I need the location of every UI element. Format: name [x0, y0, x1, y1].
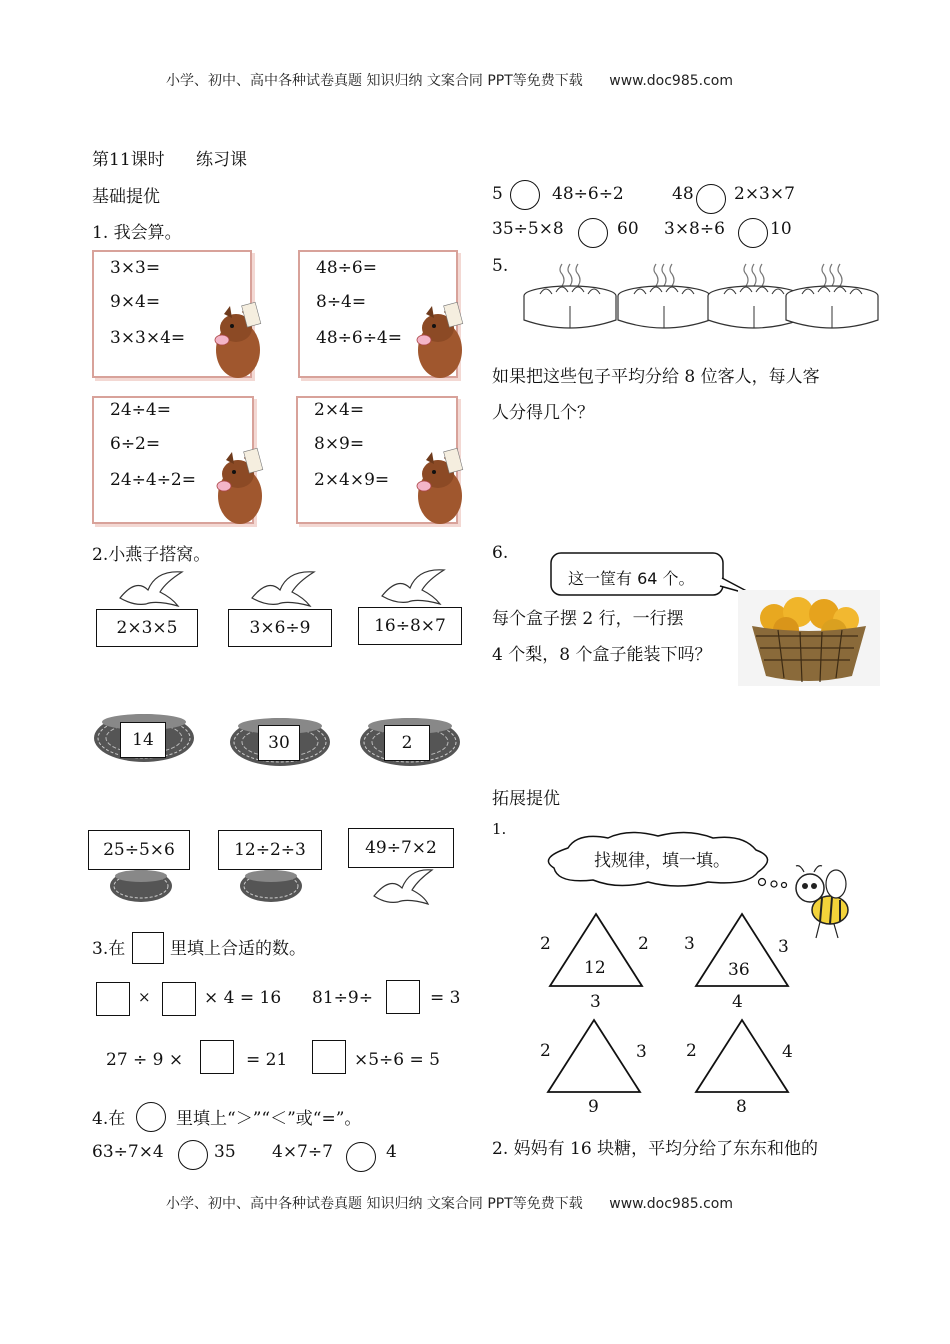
q3-op: × [138, 988, 151, 1006]
steamer-icon [524, 264, 616, 328]
triangle-3 [546, 1018, 642, 1094]
pear-basket-icon [738, 590, 880, 686]
compare-circle[interactable] [578, 218, 608, 248]
q4-r1d: 4 [386, 1142, 397, 1162]
steamer-icons [522, 262, 882, 334]
q3-row1-rest: × 4 = 16 [204, 988, 282, 1008]
tri-right: 4 [782, 1042, 793, 1062]
q3-title-a: 3.在 [92, 939, 126, 959]
pig-icon [212, 446, 268, 526]
tri-center: 36 [728, 960, 750, 980]
q3-row2-a: 27 ÷ 9 × [106, 1050, 184, 1070]
expr-box: 12÷2÷3 [218, 830, 322, 870]
q4-r3b: 60 [617, 219, 639, 239]
compare-circle[interactable] [178, 1140, 208, 1170]
tri-bottom: 9 [588, 1097, 599, 1117]
q4-r2d: 2×3×7 [734, 184, 795, 204]
expr-box: 49÷7×2 [348, 828, 454, 868]
q4-title-b: 里填上“＞”“＜”或“=”。 [176, 1109, 362, 1129]
section-extend: 拓展提优 [492, 789, 560, 809]
board-line: 2×4= [314, 400, 365, 420]
q5-text1: 如果把这些包子平均分给 8 位客人，每人客 [492, 367, 820, 387]
compare-circle[interactable] [738, 218, 768, 248]
q4-r2c: 48 [672, 184, 694, 204]
q3-row2-b: = 21 [246, 1050, 288, 1070]
footer-text: 小学、初中、高中各种试卷真题 知识归纳 文案合同 PPT等免费下载 [166, 1196, 583, 1212]
compare-circle[interactable] [696, 184, 726, 214]
answer-box[interactable] [162, 982, 196, 1016]
q1-title: 1. 我会算。 [92, 223, 182, 243]
q4-r3d: 10 [770, 219, 792, 239]
expr-box: 25÷5×6 [88, 830, 190, 870]
q6-bubble: 这一筐有 64 个。 [568, 569, 695, 588]
swallow-icon [378, 566, 448, 608]
bee-icon [790, 862, 856, 942]
answer-circle-icon [136, 1102, 166, 1132]
q3-row1-c: 81÷9÷ [312, 988, 373, 1008]
steamer-icon [786, 264, 878, 328]
answer-box[interactable] [200, 1040, 234, 1074]
expr-box: 3×6÷9 [228, 609, 332, 647]
ext1-cloud: 找规律，填一填。 [594, 851, 730, 871]
tri-bottom: 3 [590, 992, 601, 1012]
tri-right: 2 [638, 934, 649, 954]
board-line: 24÷4÷2= [110, 470, 196, 490]
board-line: 3×3×4= [110, 328, 186, 348]
swallow-icon [116, 568, 186, 610]
board-line: 48÷6= [316, 258, 377, 278]
footer-site: www.doc985.com [609, 1196, 733, 1212]
q3-row2-c: ×5÷6 = 5 [354, 1050, 440, 1070]
board-line: 8×9= [314, 434, 365, 454]
q6-text1: 每个盒子摆 2 行，一行摆 [492, 609, 684, 629]
nest-icon [238, 868, 304, 904]
answer-box[interactable] [312, 1040, 346, 1074]
page-footer [166, 1193, 733, 1213]
q4-r2b: 48÷6÷2 [552, 184, 624, 204]
section-basic: 基础提优 [92, 187, 160, 207]
pig-icon [210, 300, 266, 380]
lesson-number: 第11课时 [92, 150, 165, 170]
pig-icon [412, 446, 468, 526]
board-line: 48÷6÷4= [316, 328, 402, 348]
header-site: www.doc985.com [609, 73, 733, 89]
steamer-icon [618, 264, 710, 328]
expr-box: 2×3×5 [96, 609, 198, 647]
q4-r2a: 5 [492, 184, 503, 204]
board-line: 3×3= [110, 258, 161, 278]
tri-left: 2 [540, 1041, 551, 1061]
swallow-icon [248, 568, 318, 610]
tri-left: 2 [686, 1041, 697, 1061]
q6-text2: 4 个梨，8 个盒子能装下吗？ [492, 645, 712, 665]
answer-box-icon [132, 932, 164, 964]
nest-number: 14 [120, 722, 166, 758]
q4-title-a: 4.在 [92, 1109, 126, 1129]
q4-r3a: 35÷5×8 [492, 219, 564, 239]
tri-bottom: 4 [732, 992, 743, 1012]
ext1-number: 1. [492, 820, 507, 838]
q4-r1a: 63÷7×4 [92, 1142, 164, 1162]
q6-number: 6. [492, 543, 509, 563]
q4-r1c: 4×7÷7 [272, 1142, 333, 1162]
triangle-4 [694, 1018, 790, 1094]
board-line: 6÷2= [110, 434, 161, 454]
answer-box[interactable] [96, 982, 130, 1016]
lesson-title [92, 145, 247, 170]
q3-title-b: 里填上合适的数。 [170, 939, 306, 959]
answer-box[interactable] [386, 980, 420, 1014]
q5-number: 5. [492, 256, 509, 276]
tri-right: 3 [636, 1042, 647, 1062]
compare-circle[interactable] [510, 180, 540, 210]
expr-box: 16÷8×7 [358, 607, 462, 645]
board-line: 9×4= [110, 292, 161, 312]
tri-center: 12 [584, 958, 606, 978]
tri-bottom: 8 [736, 1097, 747, 1117]
compare-circle[interactable] [346, 1142, 376, 1172]
nest-number: 2 [384, 725, 430, 761]
q5-text2: 人分得几个？ [492, 403, 594, 423]
header-text: 小学、初中、高中各种试卷真题 知识归纳 文案合同 PPT等免费下载 [166, 73, 583, 89]
q4-r1b: 35 [214, 1142, 236, 1162]
q4-r3c: 3×8÷6 [664, 219, 725, 239]
q3-row1-d: = 3 [430, 988, 461, 1008]
board-line: 2×4×9= [314, 470, 390, 490]
lesson-name: 练习课 [196, 150, 248, 170]
page-header [166, 70, 733, 90]
tri-left: 2 [540, 934, 551, 954]
pig-icon [412, 300, 468, 380]
swallow-icon [370, 866, 436, 908]
board-line: 24÷4= [110, 400, 171, 420]
nest-icon [108, 868, 174, 904]
tri-right: 3 [778, 937, 789, 957]
nest-number: 30 [258, 725, 300, 761]
ext2-text: 2. 妈妈有 16 块糖，平均分给了东东和他的 [492, 1139, 819, 1159]
q2-title: 2.小燕子搭窝。 [92, 545, 211, 565]
tri-left: 3 [684, 934, 695, 954]
board-line: 8÷4= [316, 292, 367, 312]
